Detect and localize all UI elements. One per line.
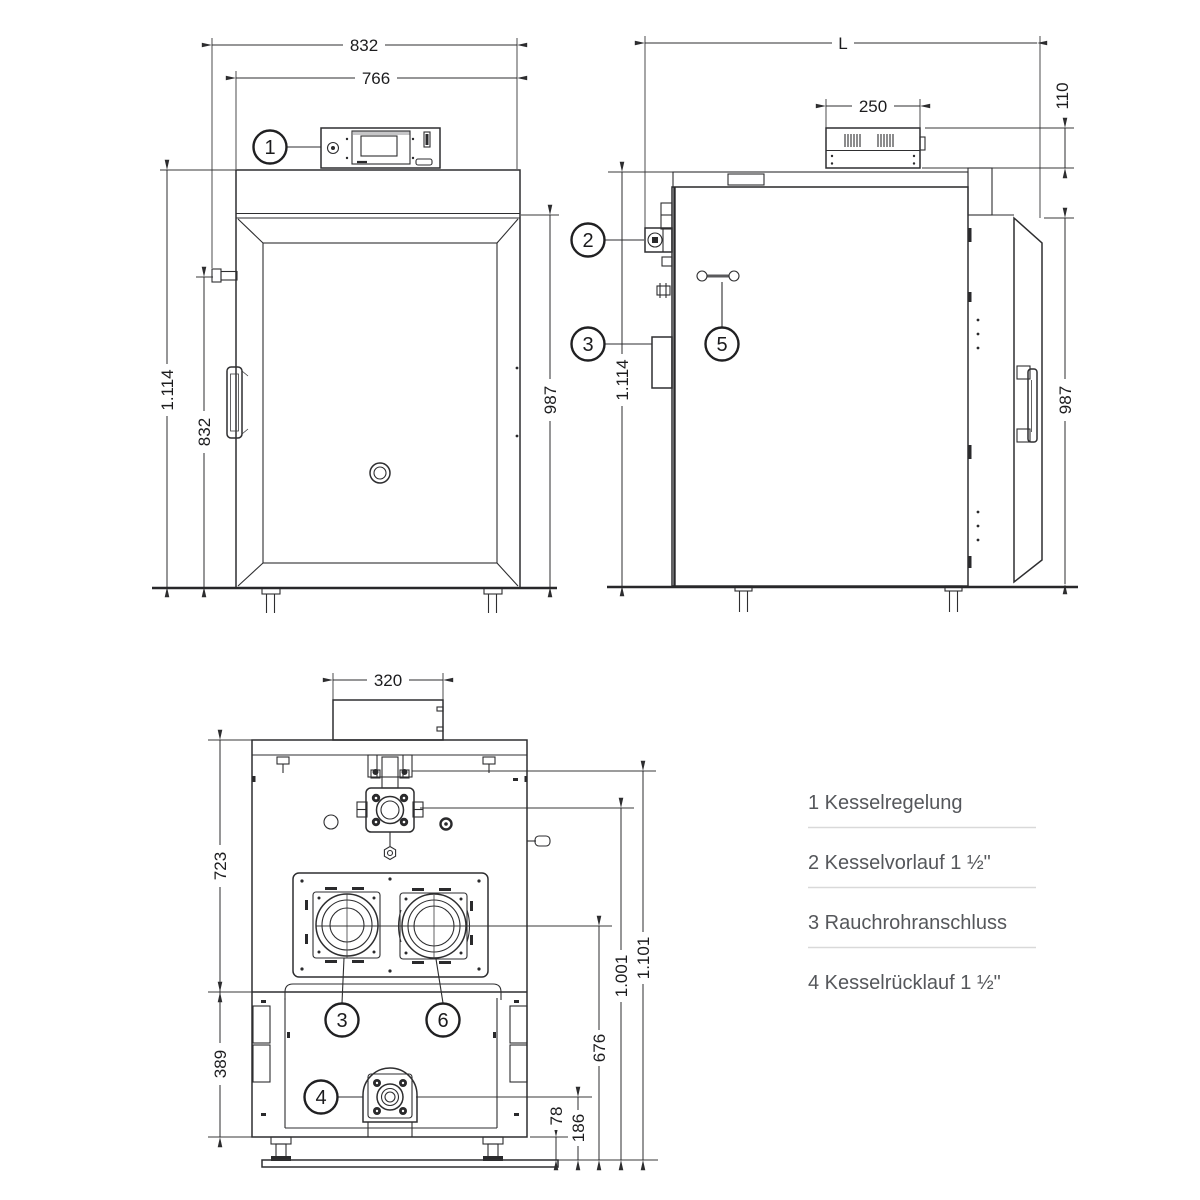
door-knob bbox=[370, 463, 390, 483]
legend bbox=[808, 792, 1036, 994]
rear-extension-lines bbox=[208, 673, 658, 1160]
dim-rear-top-port-height bbox=[633, 771, 653, 1160]
rear-view bbox=[208, 671, 658, 1167]
svg-text:1: 1 bbox=[264, 137, 276, 159]
dim-label-110: 110 bbox=[1053, 82, 1072, 110]
legend-item-kesselruecklauf: 4 Kesselrücklauf 1 ½" bbox=[808, 972, 1001, 994]
dim-label-676: 676 bbox=[590, 1033, 609, 1063]
boiler-body-side bbox=[645, 168, 1042, 586]
top-plate-badge bbox=[728, 174, 764, 185]
boiler-body-rear bbox=[252, 740, 550, 1137]
dim-label-320: 320 bbox=[373, 671, 403, 690]
callout-4-kesselruecklauf bbox=[305, 1081, 364, 1114]
svg-text:6: 6 bbox=[437, 1010, 449, 1032]
control-panel-front bbox=[321, 128, 440, 168]
boiler-body-front bbox=[212, 170, 520, 588]
callout-2-kesselvorlauf bbox=[572, 224, 645, 257]
door-handle-side bbox=[1017, 366, 1037, 442]
side-extension-lines bbox=[608, 36, 1074, 232]
dim-side-height-total bbox=[612, 172, 632, 586]
callout-6-opening bbox=[427, 959, 460, 1037]
svg-text:3: 3 bbox=[582, 334, 594, 356]
callout-5-lever bbox=[706, 282, 739, 361]
display-screen bbox=[361, 136, 397, 156]
door-handle-front bbox=[227, 367, 248, 438]
dim-rear-ruecklauf-height bbox=[568, 1097, 588, 1160]
dim-side-panel-depth bbox=[826, 97, 920, 116]
ash-lever bbox=[697, 271, 739, 281]
dim-rear-foot bbox=[546, 1102, 566, 1160]
dim-front-width-outer bbox=[212, 36, 517, 55]
dim-label-L: L bbox=[838, 34, 848, 53]
rear-side-handle bbox=[527, 836, 550, 846]
dim-label-389: 389 bbox=[211, 1049, 230, 1079]
legend-item-kesselvorlauf: 2 Kesselvorlauf 1 ½" bbox=[808, 852, 991, 874]
side-feet bbox=[735, 586, 962, 612]
dim-label-766: 766 bbox=[361, 69, 391, 88]
front-door-panel bbox=[263, 243, 497, 563]
dim-label-1114-front: 1.114 bbox=[158, 369, 177, 411]
dim-label-186: 186 bbox=[569, 1113, 588, 1143]
ash-box-lower bbox=[252, 984, 527, 1128]
callout-1-kesselregelung bbox=[254, 131, 322, 164]
dim-rear-upper-height bbox=[210, 740, 230, 992]
callout-3-rauchrohr-rear bbox=[326, 958, 359, 1037]
dim-side-length bbox=[645, 34, 1037, 53]
legend-item-rauchrohranschluss: 3 Rauchrohranschluss bbox=[808, 912, 1007, 934]
dim-label-1001: 1.001 bbox=[612, 954, 631, 998]
opening-left-rauchrohr bbox=[305, 887, 380, 963]
dim-front-width-inner bbox=[236, 69, 517, 88]
vorlauf-flange-side bbox=[645, 203, 672, 266]
dim-label-1114-side: 1.114 bbox=[613, 359, 632, 401]
svg-text:4: 4 bbox=[315, 1087, 327, 1109]
dim-label-832-left: 832 bbox=[195, 417, 214, 447]
sensor-port bbox=[324, 815, 338, 829]
rear-feet bbox=[271, 1137, 503, 1161]
small-valve-fitting bbox=[657, 283, 670, 298]
dim-rear-lower-height bbox=[210, 992, 230, 1137]
front-view bbox=[152, 36, 560, 613]
dim-label-250: 250 bbox=[858, 97, 888, 116]
vent-slots bbox=[845, 134, 893, 147]
door-hinge-marks bbox=[969, 228, 980, 568]
callout-3-rauchrohr-side bbox=[572, 328, 653, 361]
dim-rear-opening-height bbox=[589, 926, 609, 1160]
side-port-fitting bbox=[212, 269, 237, 282]
rauchrohr-stub-side bbox=[652, 337, 672, 388]
dim-side-body-height bbox=[1055, 218, 1075, 584]
dim-front-height-total bbox=[157, 170, 177, 587]
dim-label-1101: 1.101 bbox=[634, 936, 653, 980]
svg-text:3: 3 bbox=[336, 1010, 348, 1032]
dim-rear-flue-width bbox=[333, 671, 443, 690]
dim-label-723: 723 bbox=[211, 851, 230, 881]
dim-rear-vorlauf-height bbox=[611, 808, 631, 1160]
front-feet bbox=[262, 588, 502, 613]
dim-side-panel-offset bbox=[1052, 75, 1072, 168]
flue-connector-box bbox=[333, 700, 443, 740]
ruecklauf-flange bbox=[363, 1068, 417, 1137]
side-view bbox=[572, 34, 1079, 612]
dim-label-832-top: 832 bbox=[349, 36, 379, 55]
dim-label-78: 78 bbox=[547, 1106, 566, 1126]
dim-label-987-front: 987 bbox=[541, 385, 560, 415]
svg-text:2: 2 bbox=[582, 230, 594, 252]
legend-item-kesselregelung: 1 Kesselregelung bbox=[808, 792, 963, 814]
svg-text:5: 5 bbox=[716, 334, 728, 356]
control-panel-side bbox=[826, 128, 925, 168]
dim-label-987-side: 987 bbox=[1056, 385, 1075, 415]
base-plate-rear bbox=[262, 1160, 558, 1167]
burner-mount-plate bbox=[293, 873, 488, 977]
dim-front-port-height bbox=[194, 277, 214, 587]
dim-front-body-height bbox=[540, 215, 560, 587]
